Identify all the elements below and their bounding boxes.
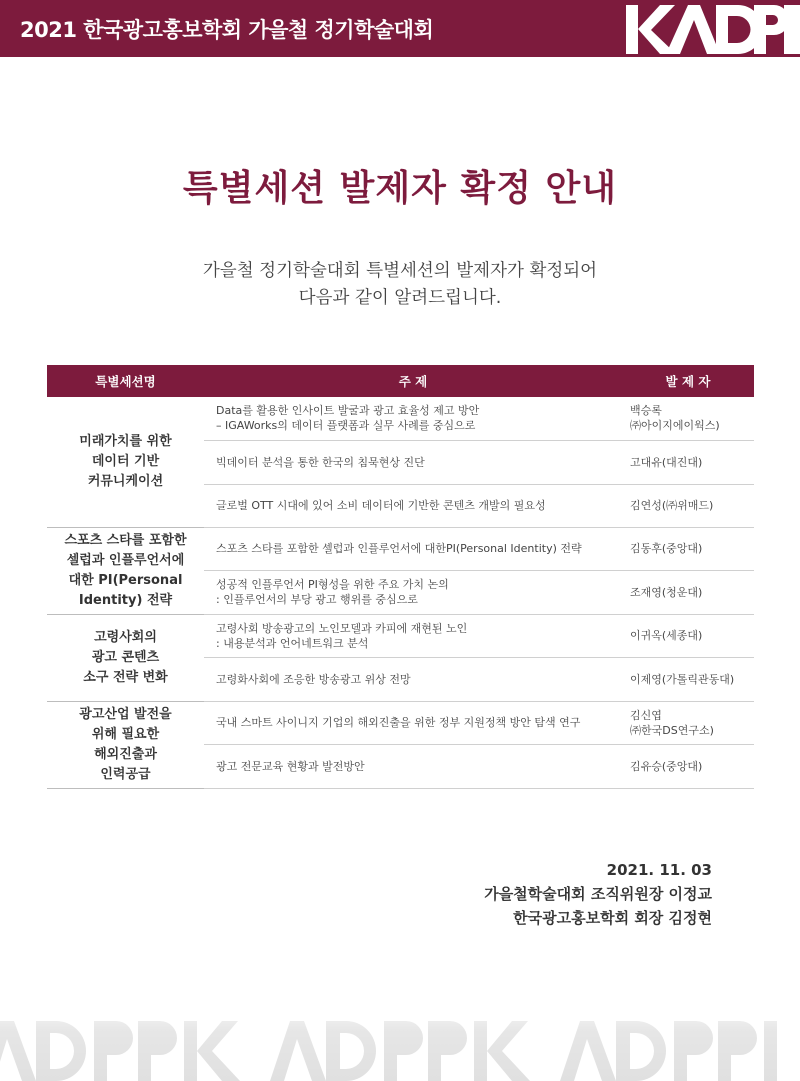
session-name-cell (47, 397, 204, 527)
session-name-cell (47, 701, 204, 788)
topic-line: 고령화사회에 조응한 방송광고 위상 전망 (216, 672, 411, 686)
intro-text (0, 258, 800, 312)
topic-cell (204, 570, 622, 614)
session-name-line: 광고산업 발전을 (79, 706, 172, 722)
topic-line: : 인플루언서의 부당 광고 행위를 중심으로 (216, 593, 418, 606)
topic-line: 고령사회 방송광고의 노인모델과 카피에 재현된 노인 (216, 621, 468, 635)
header-bar (0, 0, 800, 57)
topic-cell (204, 744, 622, 788)
presenter-cell (622, 614, 754, 657)
header-title: 2021 한국광고홍보학회 가을철 정기학술대회 (20, 18, 434, 42)
session-name-line: 인력공급 (100, 766, 151, 782)
topic-cell (204, 397, 622, 440)
session-name-line: 대한 PI(Personal (68, 572, 183, 588)
topic-cell (204, 657, 622, 701)
topic-line: – IGAWorks의 데이터 플랫폼과 실무 사례를 중심으로 (216, 419, 476, 433)
presenter-line: ㈜한국DS연구소) (630, 723, 714, 737)
topic-cell (204, 440, 622, 484)
table-row (47, 701, 754, 744)
table-header-row (47, 365, 754, 397)
bottom-logo-pattern (0, 991, 800, 1081)
topic-line: 성공적 인플루언서 PI형성을 위한 주요 가치 논의 (216, 578, 449, 591)
presenter-line: 김동후(중앙대) (630, 542, 703, 555)
session-name-line: 셀럽과 인플루언서에 (66, 552, 185, 568)
topic-line: 스포츠 스타를 포함한 셀럽과 인플루언서에 대한PI(Personal Identity) 전략 (216, 542, 582, 555)
presenter-cell (622, 440, 754, 484)
presenter-line: 김연성(㈜위매드) (630, 499, 714, 512)
topic-line: : 내용분석과 언어네트워크 분석 (216, 636, 369, 650)
header-presenter: 발 제 자 (622, 365, 754, 397)
session-name-line: 광고 콘텐츠 (91, 649, 160, 665)
presenter-cell (622, 484, 754, 527)
presenter-cell (622, 657, 754, 701)
topic-cell (204, 527, 622, 570)
sessions-table-wrapper (47, 365, 754, 789)
topic-line: 국내 스마트 사이니지 기업의 해외진출을 위한 정부 지원정책 방안 탐색 연구 (216, 716, 581, 729)
session-name-line: 고령사회의 (94, 629, 157, 645)
topic-line: Data를 활용한 인사이트 발굴과 광고 효율성 제고 방안 (216, 404, 480, 418)
session-name-line: 스포츠 스타를 포함한 (64, 532, 187, 548)
topic-line: 광고 전문교육 현황과 발전방안 (216, 759, 365, 773)
table-row (47, 527, 754, 570)
session-name-line: 미래가치를 위한 (79, 433, 172, 449)
session-name-line: 소구 전략 변화 (83, 669, 168, 685)
presenter-line: 이귀옥(세종대) (630, 629, 703, 642)
topic-cell (204, 614, 622, 657)
signature-date: 2021. 11. 03 (606, 861, 712, 879)
presenter-cell (622, 397, 754, 440)
presenter-line: 이제영(가톨릭관동대) (630, 672, 735, 686)
presenter-line: 조재영(청운대) (630, 585, 703, 599)
topic-line: 빅데이터 분석을 통한 한국의 침묵현상 진단 (216, 455, 425, 469)
signature-block (484, 858, 712, 930)
session-name-line: 데이터 기반 (91, 453, 160, 469)
header-topic: 주 제 (204, 365, 622, 397)
kadpr-logo (620, 0, 800, 57)
presenter-line: 고대유(대진대) (630, 455, 703, 469)
session-name-line: 위해 필요한 (91, 726, 160, 742)
signature-line-2: 한국광고홍보학회 회장 김정현 (513, 909, 712, 927)
table-row (47, 397, 754, 440)
presenter-cell (622, 570, 754, 614)
presenter-line: 백승록 (630, 404, 662, 418)
presenter-line: 김신엽 (630, 708, 662, 722)
session-name-line: 해외진출과 (94, 746, 157, 762)
session-name-cell (47, 527, 204, 614)
page-title: 특별세션 발제자 확정 안내 (182, 168, 618, 209)
session-name-line: Identity) 전략 (78, 592, 173, 608)
session-name-cell (47, 614, 204, 701)
session-name-line: 커뮤니케이션 (87, 473, 164, 489)
signature-line-1: 가을철학술대회 조직위원장 이정교 (484, 885, 712, 903)
header-session: 특별세션명 (47, 365, 204, 397)
table-body (47, 397, 754, 788)
sessions-table (47, 365, 754, 789)
intro-line-1: 가을철 정기학술대회 특별세션의 발제자가 확정되어 (202, 261, 598, 281)
presenter-line: 김유승(중앙대) (630, 759, 703, 773)
topic-cell (204, 484, 622, 527)
table-row (47, 614, 754, 657)
topic-line: 글로벌 OTT 시대에 있어 소비 데이터에 기반한 콘텐츠 개발의 필요성 (216, 499, 546, 512)
topic-cell (204, 701, 622, 744)
presenter-line: ㈜아이지에이웍스) (630, 419, 720, 433)
presenter-cell (622, 527, 754, 570)
presenter-cell (622, 744, 754, 788)
intro-line-2: 다음과 같이 알려드립니다. (298, 288, 502, 308)
presenter-cell (622, 701, 754, 744)
